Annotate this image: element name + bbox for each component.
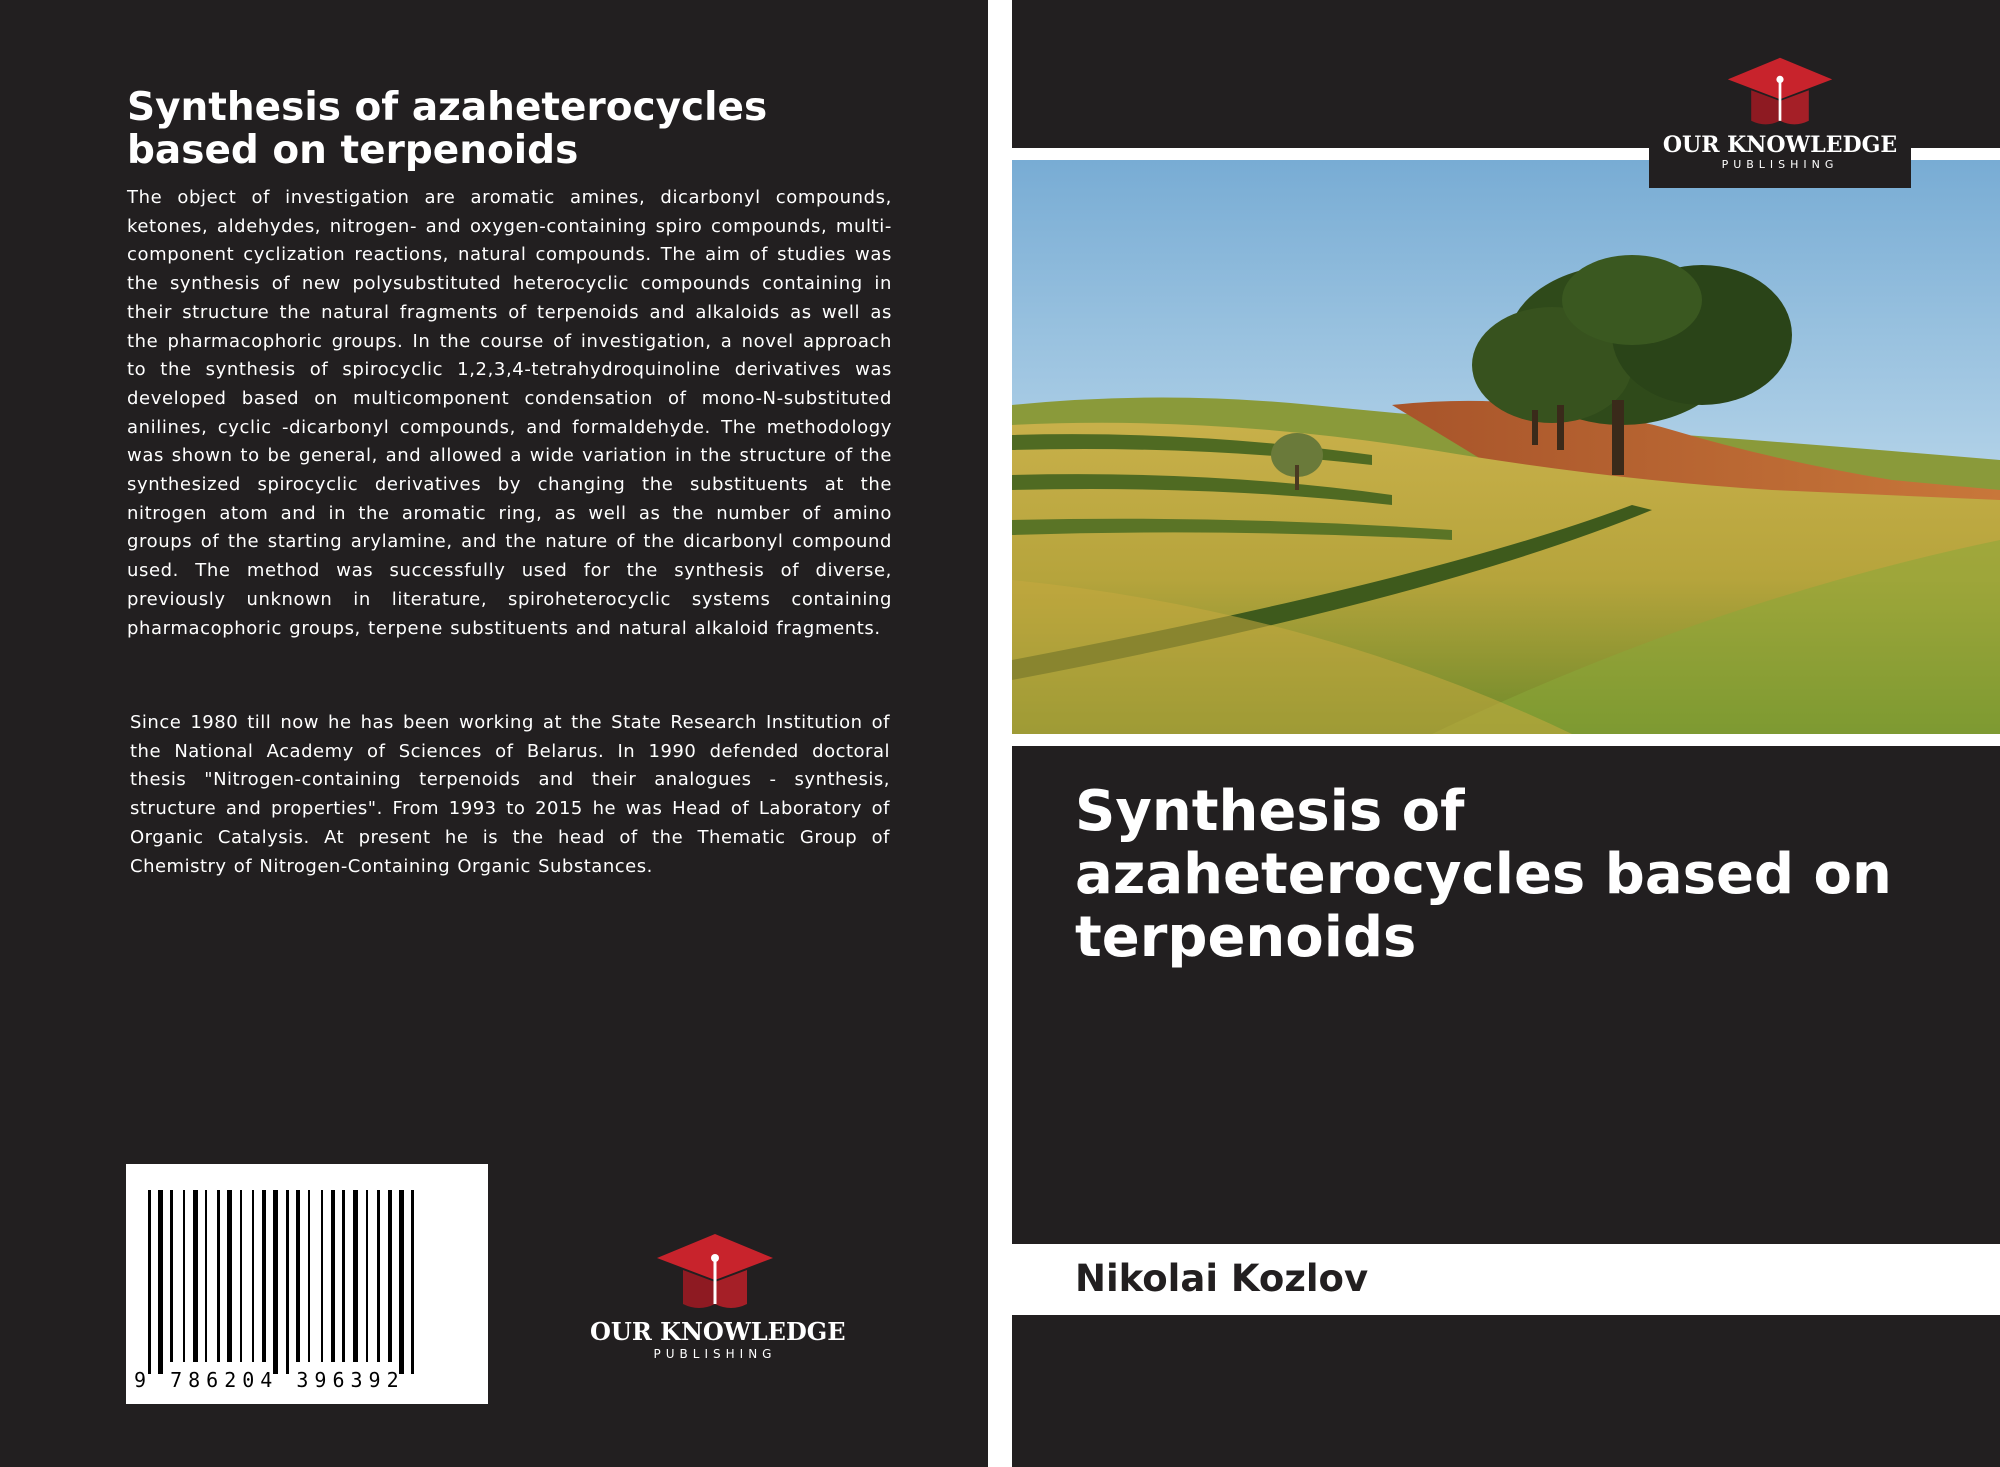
front-logo-box — [1649, 0, 1911, 188]
publisher-subtitle: PUBLISHING — [653, 1347, 777, 1361]
graduation-cap-logo-icon — [1725, 56, 1835, 128]
publisher-name: OUR KNOWLEDGE — [1662, 132, 1898, 158]
landscape-image — [1012, 160, 2000, 734]
isbn-barcode — [126, 1164, 488, 1404]
front-cover-title: Synthesis of azaheterocycles based on terpenoids — [1075, 779, 1892, 970]
back-cover — [0, 0, 988, 1467]
graduation-cap-logo-icon — [655, 1232, 775, 1312]
publisher-logo-front — [1649, 56, 1911, 172]
front-cover — [1012, 0, 2000, 1467]
cover-photo-wheat-field — [1012, 160, 2000, 734]
publisher-subtitle: PUBLISHING — [1721, 158, 1839, 171]
publisher-name: OUR KNOWLEDGE — [590, 1317, 846, 1346]
book-description: The object of investigation are aromatic amines, dicarbonyl compounds, ketones, aldehydes, nitrogen- and oxygen-containing spiro compounds, multi-component cyclization reactions, natural compounds. The aim of studies was the synthesis of new polysubstituted heterocyclic compounds containing in their structure the natural fragments of terpenoids and alkaloids as well as the pharmacophoric groups. In the course of investigation, a novel approach to the synthesis of spirocyclic 1,2,3,4-tetrahydroquinoline derivatives was developed based on multicomponent condensation of mono-N-substituted anilines, cyclic -dicarbonyl compounds, and formaldehyde. The methodology was shown to be general, and allowed a wide variation in the structure of the synthesized spirocyclic derivatives by changing the substituents at the nitrogen atom and in the aromatic ring, as well as the number of amino groups of the starting arylamine, and the nature of the dicarbonyl compound used. The method was successfully used for the synthesis of diverse, previously unknown in literature, spiroheterocyclic systems containing pharmacophoric groups, terpene substituents and natural alkaloid fragments. — [127, 187, 892, 639]
front-bottom-band — [1012, 1315, 2000, 1467]
author-biography: Since 1980 till now he has been working at the State Research Institution of the National Academy of Sciences of Belarus. In 1990 defended doctoral thesis "Nitrogen-containing terpenoids and their analogues - synthesis, structure and properties". From 1993 to 2015 he was Head of Laboratory of Organic Catalysis. At present he is the head of the Thematic Group of Chemistry of Nitrogen-Containing Organic Substances. — [130, 712, 890, 877]
publisher-logo-back — [590, 1232, 846, 1362]
author-name: Nikolai Kozlov — [1075, 1257, 1369, 1300]
back-cover-title: Synthesis of azaheterocycles based on terpenoids — [127, 85, 768, 173]
isbn-number: 9 786204 396392 — [134, 1368, 405, 1392]
front-title-block — [1012, 746, 2000, 1244]
